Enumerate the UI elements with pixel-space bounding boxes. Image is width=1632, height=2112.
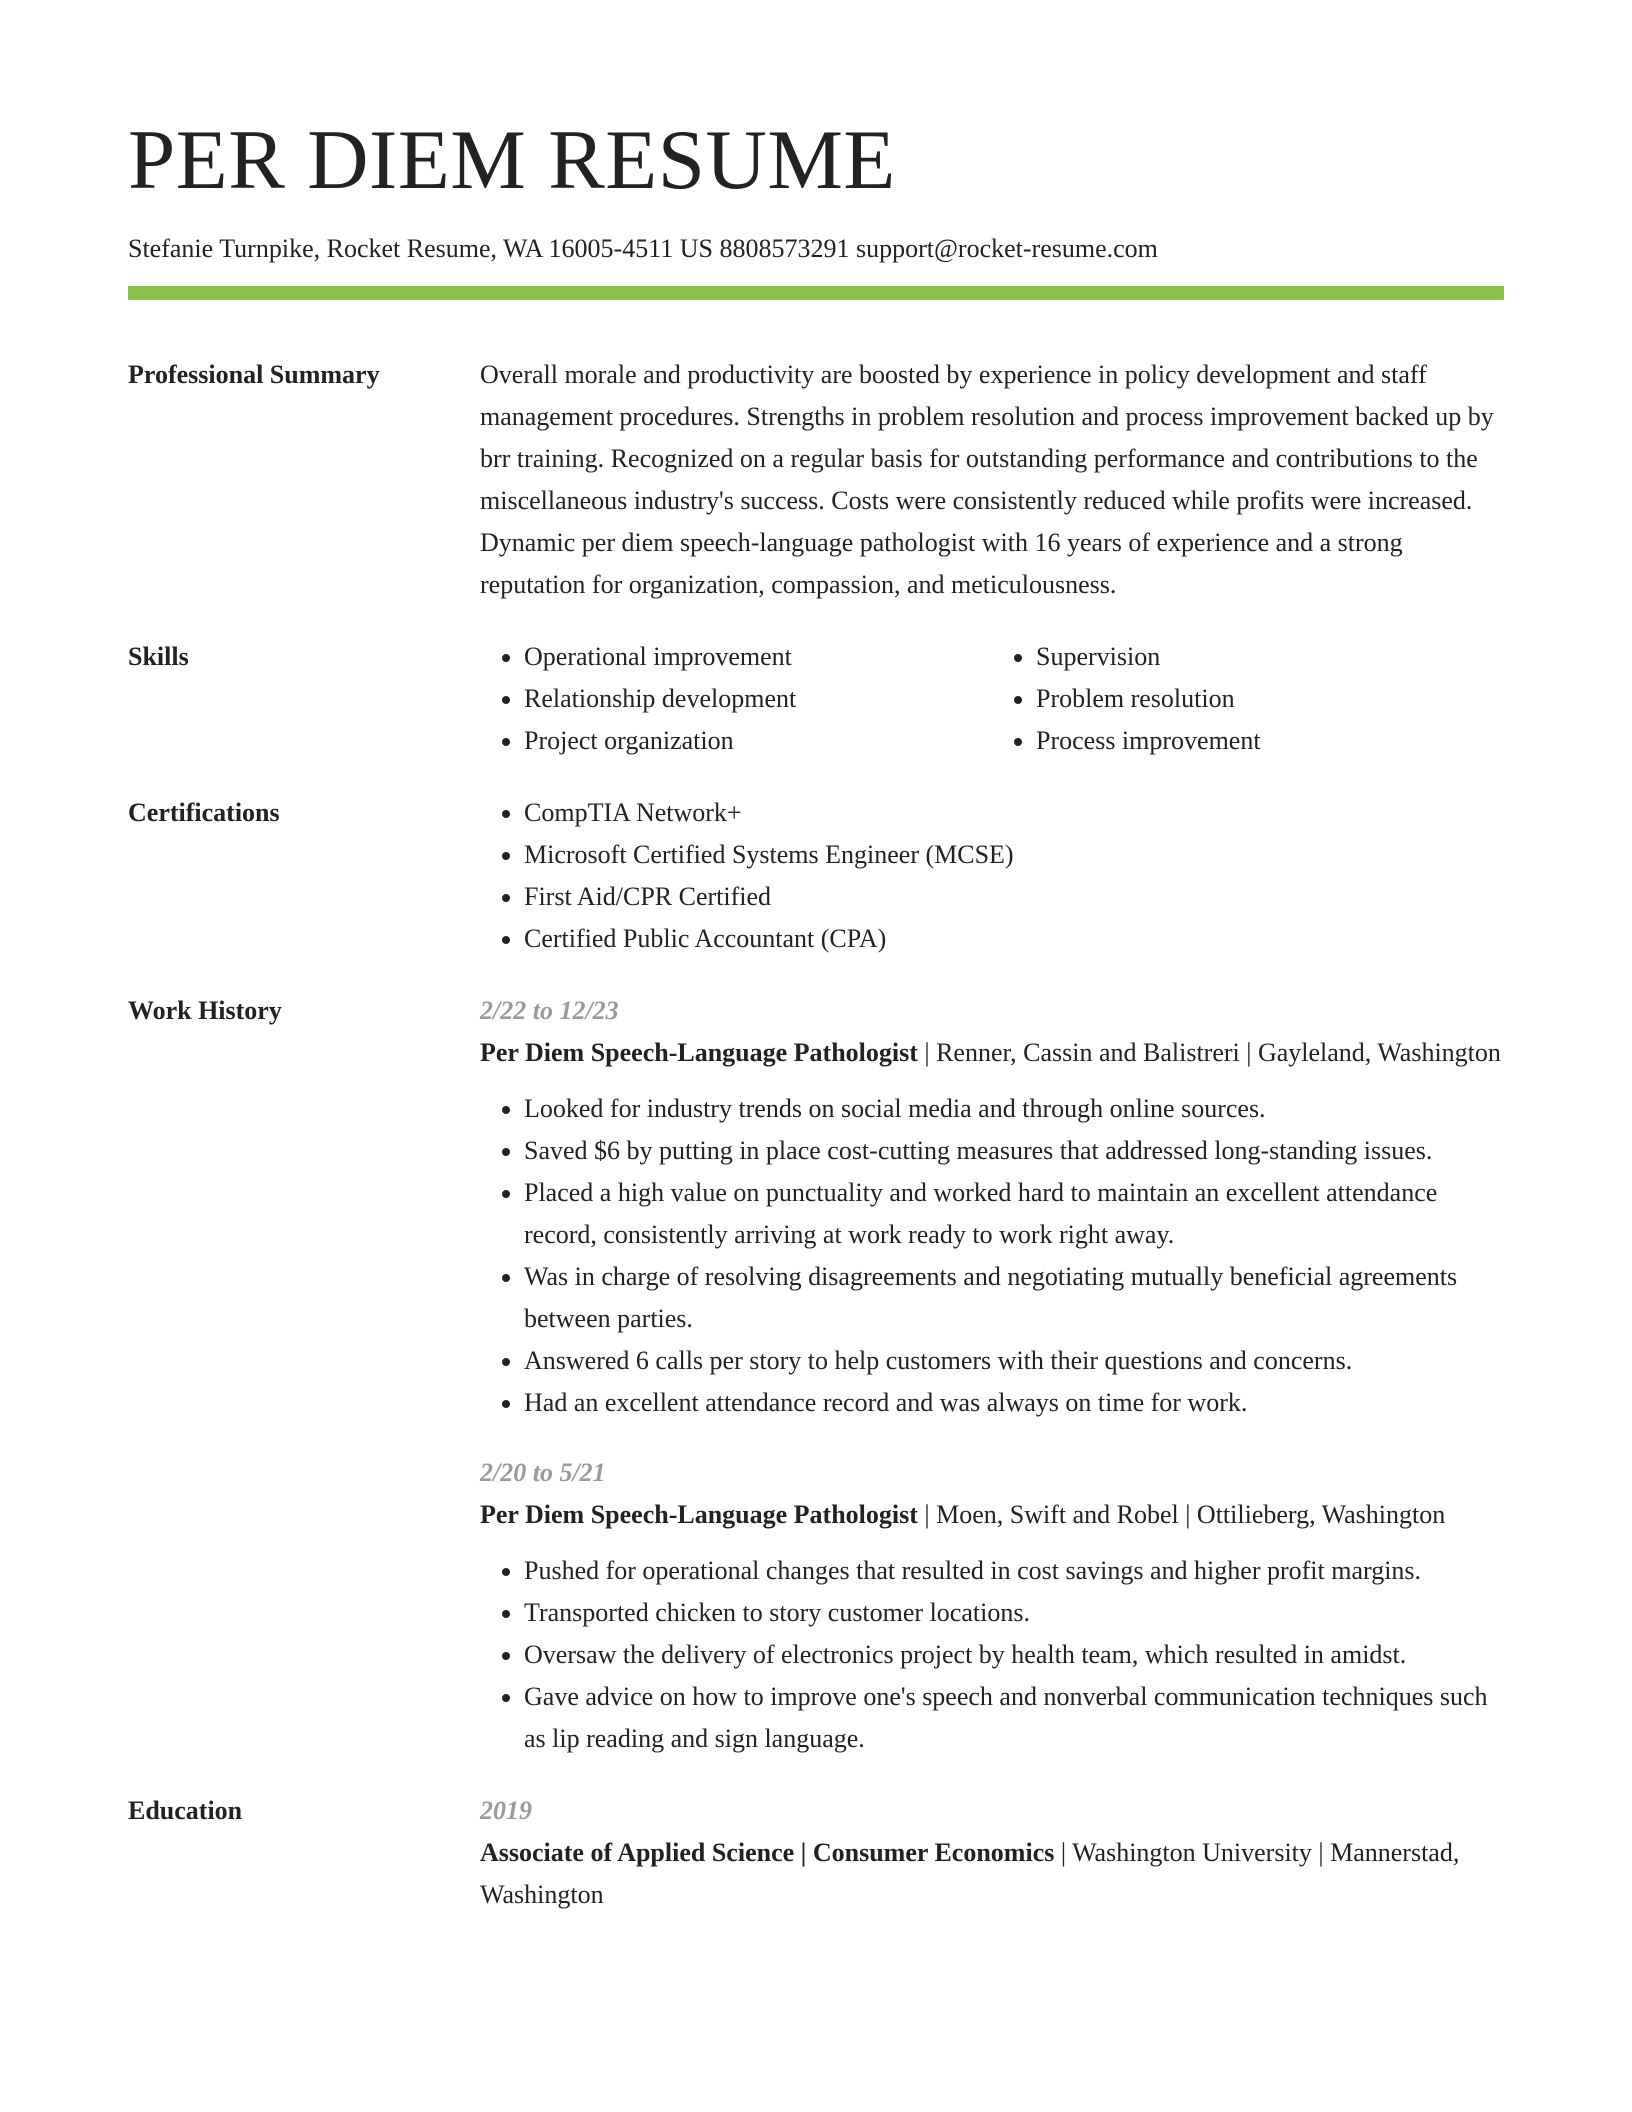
section-label: Education: [128, 1796, 243, 1825]
skill-item: • Supervision: [1036, 636, 1504, 678]
section-work-history: [128, 990, 1504, 1760]
section-body: [480, 792, 1504, 960]
resume-title: PER DIEM RESUME: [128, 113, 896, 207]
section-body: [480, 990, 1504, 1760]
education-details: | Washington University | Mannerstad, Washington: [480, 1838, 1460, 1909]
certification-item: • First Aid/CPR Certified: [524, 876, 1504, 918]
section-professional-summary: [128, 354, 1504, 606]
section-body: [480, 354, 1504, 606]
skills-list-left: [480, 636, 992, 762]
skill-item: • Problem resolution: [1036, 678, 1504, 720]
skills-columns: [480, 636, 1504, 762]
skill-item: • Relationship development: [524, 678, 992, 720]
job-details: | Renner, Cassin and Balistreri | Gayleland, Washington: [917, 1038, 1501, 1067]
education-year: 2019: [480, 1796, 532, 1825]
section-label: Work History: [128, 996, 282, 1025]
education-degree: Associate of Applied Science | Consumer Economics: [480, 1838, 1055, 1867]
skill-item: • Process improvement: [1036, 720, 1504, 762]
skill-item: • Operational improvement: [524, 636, 992, 678]
job-bullet: • Was in charge of resolving disagreements and negotiating mutually beneficial agreements between parties.: [524, 1256, 1504, 1340]
job-bullet: • Gave advice on how to improve one's speech and nonverbal communication techniques such as lip reading and sign language.: [524, 1676, 1504, 1760]
certification-item: • CompTIA Network+: [524, 792, 1504, 834]
job-dates: 2/22 to 12/23: [480, 996, 619, 1025]
job-dates: 2/20 to 5/21: [480, 1458, 606, 1487]
job-title: Per Diem Speech-Language Pathologist: [480, 1038, 918, 1067]
job-bullet: • Oversaw the delivery of electronics project by health team, which resulted in amidst.: [524, 1634, 1504, 1676]
section-education: [128, 1790, 1504, 1916]
skills-list-right: [992, 636, 1504, 762]
job-bullet: • Looked for industry trends on social media and through online sources.: [524, 1088, 1504, 1130]
job-details: | Moen, Swift and Robel | Ottilieberg, Washington: [917, 1500, 1446, 1529]
accent-rule: [128, 286, 1504, 300]
certification-list: [480, 792, 1504, 960]
section-body: [480, 1790, 1504, 1916]
section-label: Professional Summary: [128, 360, 380, 389]
skill-item: • Project organization: [524, 720, 992, 762]
section-skills: [128, 636, 1504, 762]
job-bullets: [480, 1550, 1504, 1760]
job-bullet: • Placed a high value on punctuality and worked hard to maintain an excellent attendance record, consistently arriving at work ready to work right away.: [524, 1172, 1504, 1256]
certification-item: • Certified Public Accountant (CPA): [524, 918, 1504, 960]
contact-line: Stefanie Turnpike, Rocket Resume, WA 16005-4511 US 8808573291 support@rocket-resume.com: [128, 234, 1158, 263]
education-heading: [480, 1832, 1504, 1916]
job-bullet: • Pushed for operational changes that resulted in cost savings and higher profit margins.: [524, 1550, 1504, 1592]
job-bullet: • Transported chicken to story customer locations.: [524, 1592, 1504, 1634]
certification-item: • Microsoft Certified Systems Engineer (MCSE): [524, 834, 1504, 876]
job-bullets: [480, 1088, 1504, 1424]
job-bullet: • Answered 6 calls per story to help customers with their questions and concerns.: [524, 1340, 1504, 1382]
section-label: Certifications: [128, 798, 280, 827]
job-heading: [480, 1032, 1504, 1074]
job-entry: [480, 990, 1504, 1424]
job-heading: [480, 1494, 1504, 1536]
job-entry: [480, 1452, 1504, 1760]
summary-text: Overall morale and productivity are boosted by experience in policy development and staff management procedures. Strengths in problem resolution and process improvement backed up by brr training. Recognized on a regular basis for outstanding performance and contributions to the miscellaneous industry's success. Costs were consistently reduced while profits were increased. Dynamic per diem speech-language pathologist with 16 years of experience and a strong reputation for organization, compassion, and meticulousness.: [480, 360, 1494, 599]
job-title: Per Diem Speech-Language Pathologist: [480, 1500, 918, 1529]
section-label: Skills: [128, 642, 189, 671]
job-bullet: • Had an excellent attendance record and was always on time for work.: [524, 1382, 1504, 1424]
resume-content: [128, 354, 1504, 1946]
section-certifications: [128, 792, 1504, 960]
job-bullet: • Saved $6 by putting in place cost-cutting measures that addressed long-standing issues.: [524, 1130, 1504, 1172]
